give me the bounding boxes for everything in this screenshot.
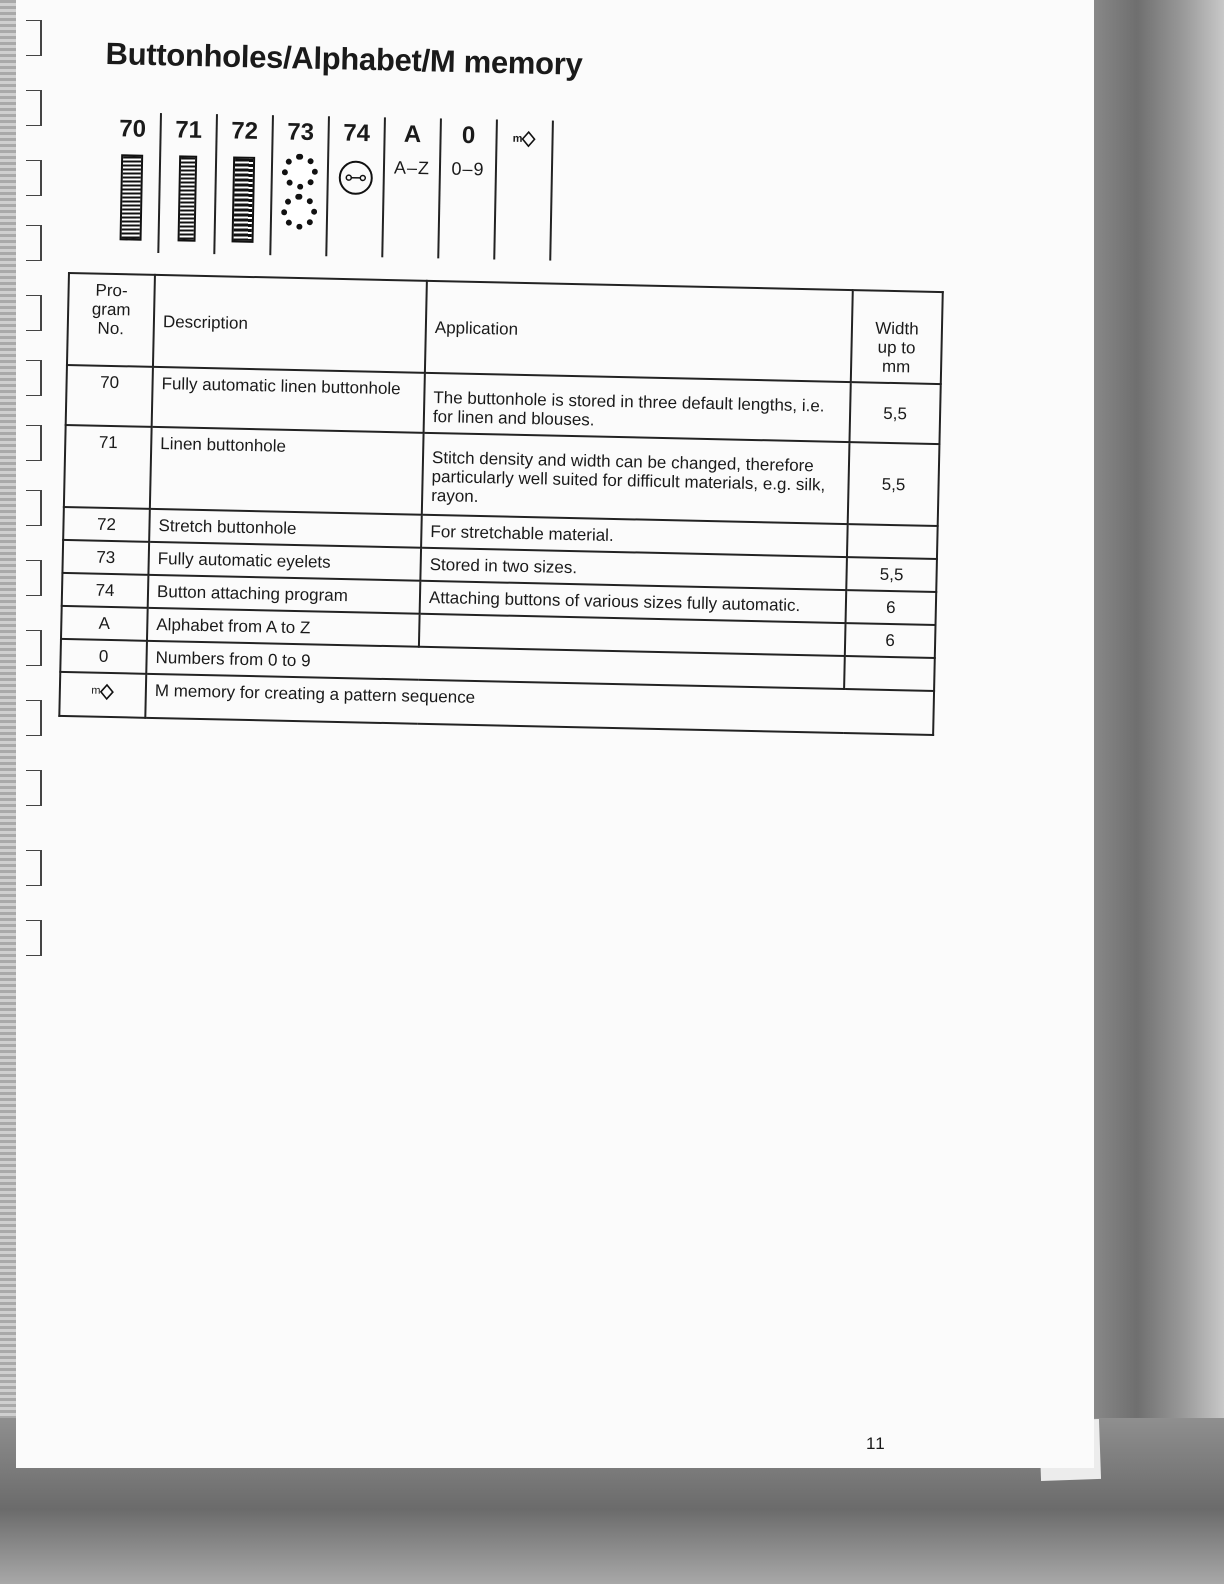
cell-width: 5,5 (848, 442, 940, 526)
strip-number: 74 (343, 119, 371, 148)
cell-application: The buttonhole is stored in three default lengths, i.e. for linen and blouses. (424, 373, 851, 442)
m-label: m (91, 684, 101, 697)
strip-cell-alphabet (383, 117, 442, 258)
cell-program (59, 672, 146, 718)
strip-number: A (403, 120, 422, 149)
buttonhole-icon (178, 155, 198, 241)
cell-application: Stitch density and width can be changed, therefore particularly well suited for difficult materials, e.g. silk, rayon. (422, 433, 850, 524)
strip-number: 0 (461, 121, 476, 150)
cell-application: Attaching buttons of various sizes fully automatic. (420, 581, 847, 623)
cell-description: Fully automatic eyelets (148, 542, 421, 581)
header-program-no: Pro- gram No. (67, 273, 155, 367)
cell-program: 0 (60, 639, 147, 674)
strip-number: 72 (231, 117, 259, 145)
strip-number: 71 (175, 116, 203, 144)
cell-program: A (61, 606, 148, 641)
cell-program: 71 (64, 425, 152, 509)
cell-description: Alphabet from A to Z (147, 608, 420, 647)
scan-left-margin (0, 0, 16, 1500)
cell-width (844, 656, 935, 691)
cell-application: Stored in two sizes. (420, 548, 847, 590)
strip-range: A–Z (393, 157, 431, 179)
m-memory-icon (512, 122, 536, 156)
header-width: Width up to mm (851, 290, 943, 384)
strip-cell-74 (327, 116, 386, 257)
button-icon (338, 160, 373, 195)
strip-cell-memory (495, 120, 554, 261)
cell-description: M memory for creating a pattern sequence (145, 674, 934, 735)
cell-program: 72 (63, 507, 150, 542)
scan-right-margin (1090, 0, 1224, 1584)
m-memory-icon (69, 681, 137, 701)
strip-cell-73 (271, 115, 330, 256)
page-title: Buttonholes/Alphabet/M memory (105, 36, 583, 82)
program-symbol-strip (103, 112, 554, 261)
strip-number: 73 (287, 118, 315, 146)
cell-description: Numbers from 0 to 9 (146, 641, 845, 689)
cell-description: Linen buttonhole (150, 427, 424, 515)
cell-width: 5,5 (849, 382, 940, 444)
strip-range: 0–9 (451, 158, 485, 180)
buttonhole-icon (232, 156, 256, 242)
program-table-wrapper (58, 272, 943, 736)
program-table (58, 272, 943, 736)
cell-description: Fully automatic linen buttonhole (152, 367, 425, 433)
cell-width (847, 524, 938, 559)
page-number: 11 (866, 1434, 886, 1453)
cell-application: For stretchable material. (421, 515, 848, 557)
cell-description: Stretch buttonhole (149, 509, 422, 548)
m-label: m (512, 132, 523, 145)
cell-width: 5,5 (846, 557, 937, 592)
cell-width: 6 (845, 623, 936, 658)
eyelet-icon (281, 193, 318, 230)
header-application: Application (425, 281, 853, 382)
cell-program: 73 (62, 540, 149, 575)
strip-cell-71 (159, 113, 218, 254)
strip-cell-70 (103, 112, 162, 253)
cell-program: 74 (62, 573, 149, 608)
cell-description: Button attaching program (148, 575, 421, 614)
cell-width: 6 (846, 590, 937, 625)
header-description: Description (153, 275, 427, 373)
strip-cell-72 (215, 114, 274, 255)
eyelet-icon (282, 153, 319, 190)
buttonhole-icon (120, 154, 144, 240)
strip-number: 70 (119, 115, 147, 143)
cell-program: 70 (66, 365, 153, 427)
strip-cell-numbers (439, 118, 498, 259)
